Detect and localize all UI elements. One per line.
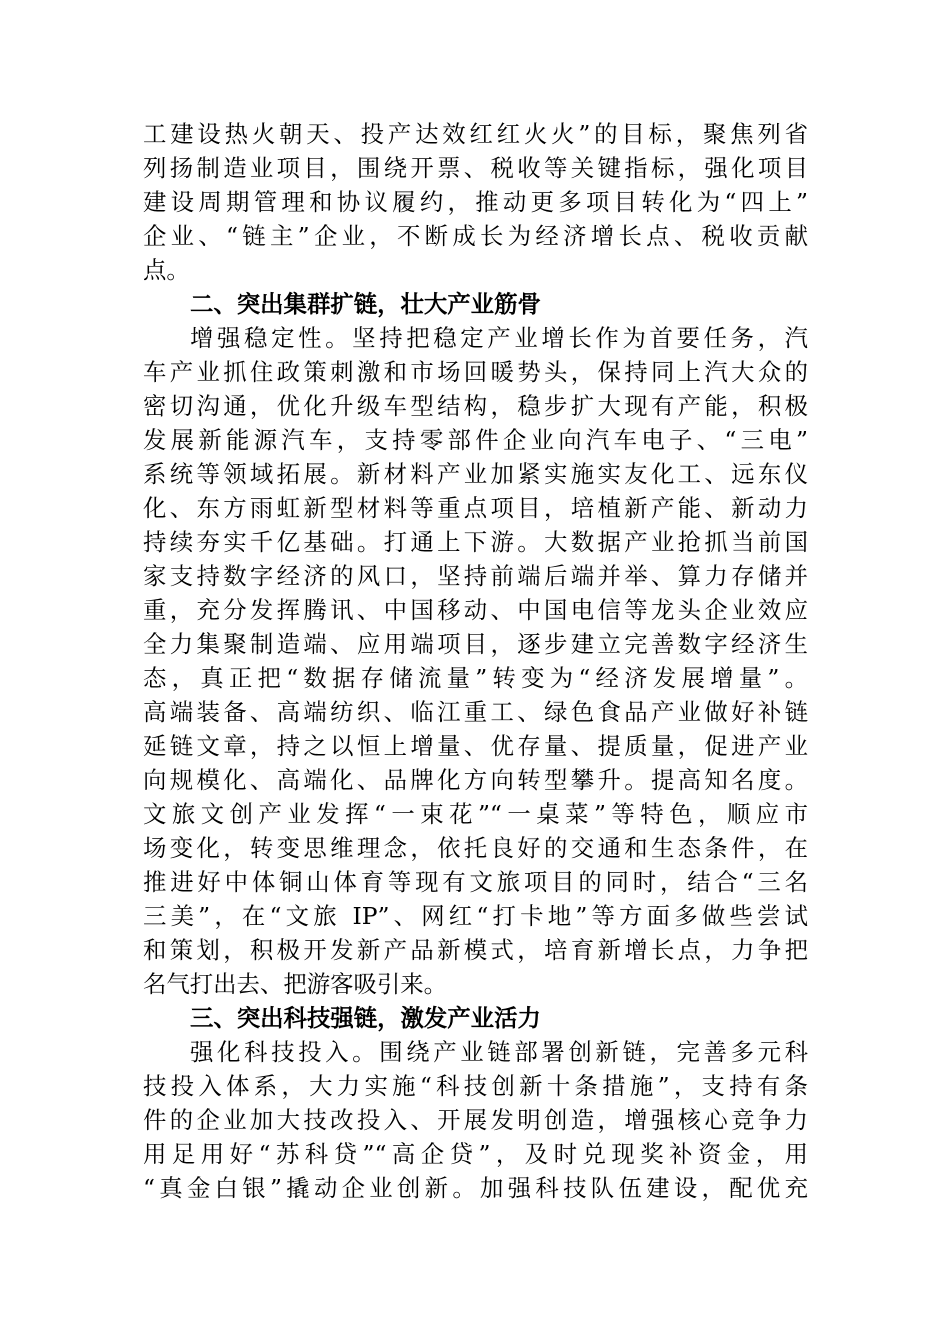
text-line: 推进好中体铜山体育等现有文旅项目的同时，结合“三名 xyxy=(143,868,808,896)
text-line: 态，真正把“数据存储流量”转变为“经济发展增量”。 xyxy=(143,664,808,692)
text-line: 车产业抓住政策刺激和市场回暖势头，保持同上汽大众的 xyxy=(143,358,808,386)
text-line: 化、东方雨虹新型材料等重点项目，培植新产能、新动力 xyxy=(143,494,808,522)
text-line: 场变化，转变思维理念，依托良好的交通和生态条件，在 xyxy=(143,834,808,862)
text-line: 用足用好“苏科贷”“高企贷”，及时兑现奖补资金，用 xyxy=(143,1140,808,1168)
text-line: 三美”，在“文旅 IP”、网红“打卡地”等方面多做些尝试 xyxy=(143,902,808,930)
text-line: 增强稳定性。坚持把稳定产业增长作为首要任务，汽 xyxy=(190,324,808,352)
text-line: 建设周期管理和协议履约，推动更多项目转化为“四上” xyxy=(143,188,808,216)
text-line: 工建设热火朝天、投产达效红红火火”的目标，聚焦列省 xyxy=(143,120,808,148)
text-line: 系统等领域拓展。新材料产业加紧实施实友化工、远东仪 xyxy=(143,460,808,488)
text-line: 高端装备、高端纺织、临江重工、绿色食品产业做好补链 xyxy=(143,698,808,726)
paragraph-3 xyxy=(143,1035,808,1205)
text-line: 强化科技投入。围绕产业链部署创新链，完善多元科 xyxy=(190,1038,808,1066)
section-heading-2: 二、突出集群扩链，壮大产业筋骨 xyxy=(190,290,541,318)
text-line: 向规模化、高端化、品牌化方向转型攀升。提高知名度。 xyxy=(143,766,808,794)
text-line: 文旅文创产业发挥“一束花”“一桌菜”等特色，顺应市 xyxy=(143,800,808,828)
text-line: 密切沟通，优化升级车型结构，稳步扩大现有产能，积极 xyxy=(143,392,808,420)
text-line: 件的企业加大技改投入、开展发明创造，增强核心竞争力 xyxy=(143,1106,808,1134)
text-line: 延链文章，持之以恒上增量、优存量、提质量，促进产业 xyxy=(143,732,808,760)
paragraph-2 xyxy=(143,321,808,1001)
text-line: 全力集聚制造端、应用端项目，逐步建立完善数字经济生 xyxy=(143,630,808,658)
text-line: 列扬制造业项目，围绕开票、税收等关键指标，强化项目 xyxy=(143,154,808,182)
text-line: 重，充分发挥腾讯、中国移动、中国电信等龙头企业效应 xyxy=(143,596,808,624)
text-line: “真金白银”撬动企业创新。加强科技队伍建设，配优充 xyxy=(143,1174,808,1202)
text-line: 持续夯实千亿基础。打通上下游。大数据产业抢抓当前国 xyxy=(143,528,808,556)
text-line: 技投入体系，大力实施“科技创新十条措施”，支持有条 xyxy=(143,1072,808,1100)
document-page xyxy=(143,117,808,1205)
text-line: 企业、“链主”企业，不断成长为经济增长点、税收贡献 xyxy=(143,222,808,250)
text-line: 发展新能源汽车，支持零部件企业向汽车电子、“三电” xyxy=(143,426,808,454)
text-line: 名气打出去、把游客吸引来。 xyxy=(143,970,448,998)
text-line: 家支持数字经济的风口，坚持前端后端并举、算力存储并 xyxy=(143,562,808,590)
paragraph-1 xyxy=(143,117,808,287)
text-line: 点。 xyxy=(143,256,190,284)
text-line: 和策划，积极开发新产品新模式，培育新增长点，力争把 xyxy=(143,936,808,964)
section-heading-3: 三、突出科技强链，激发产业活力 xyxy=(190,1004,541,1032)
